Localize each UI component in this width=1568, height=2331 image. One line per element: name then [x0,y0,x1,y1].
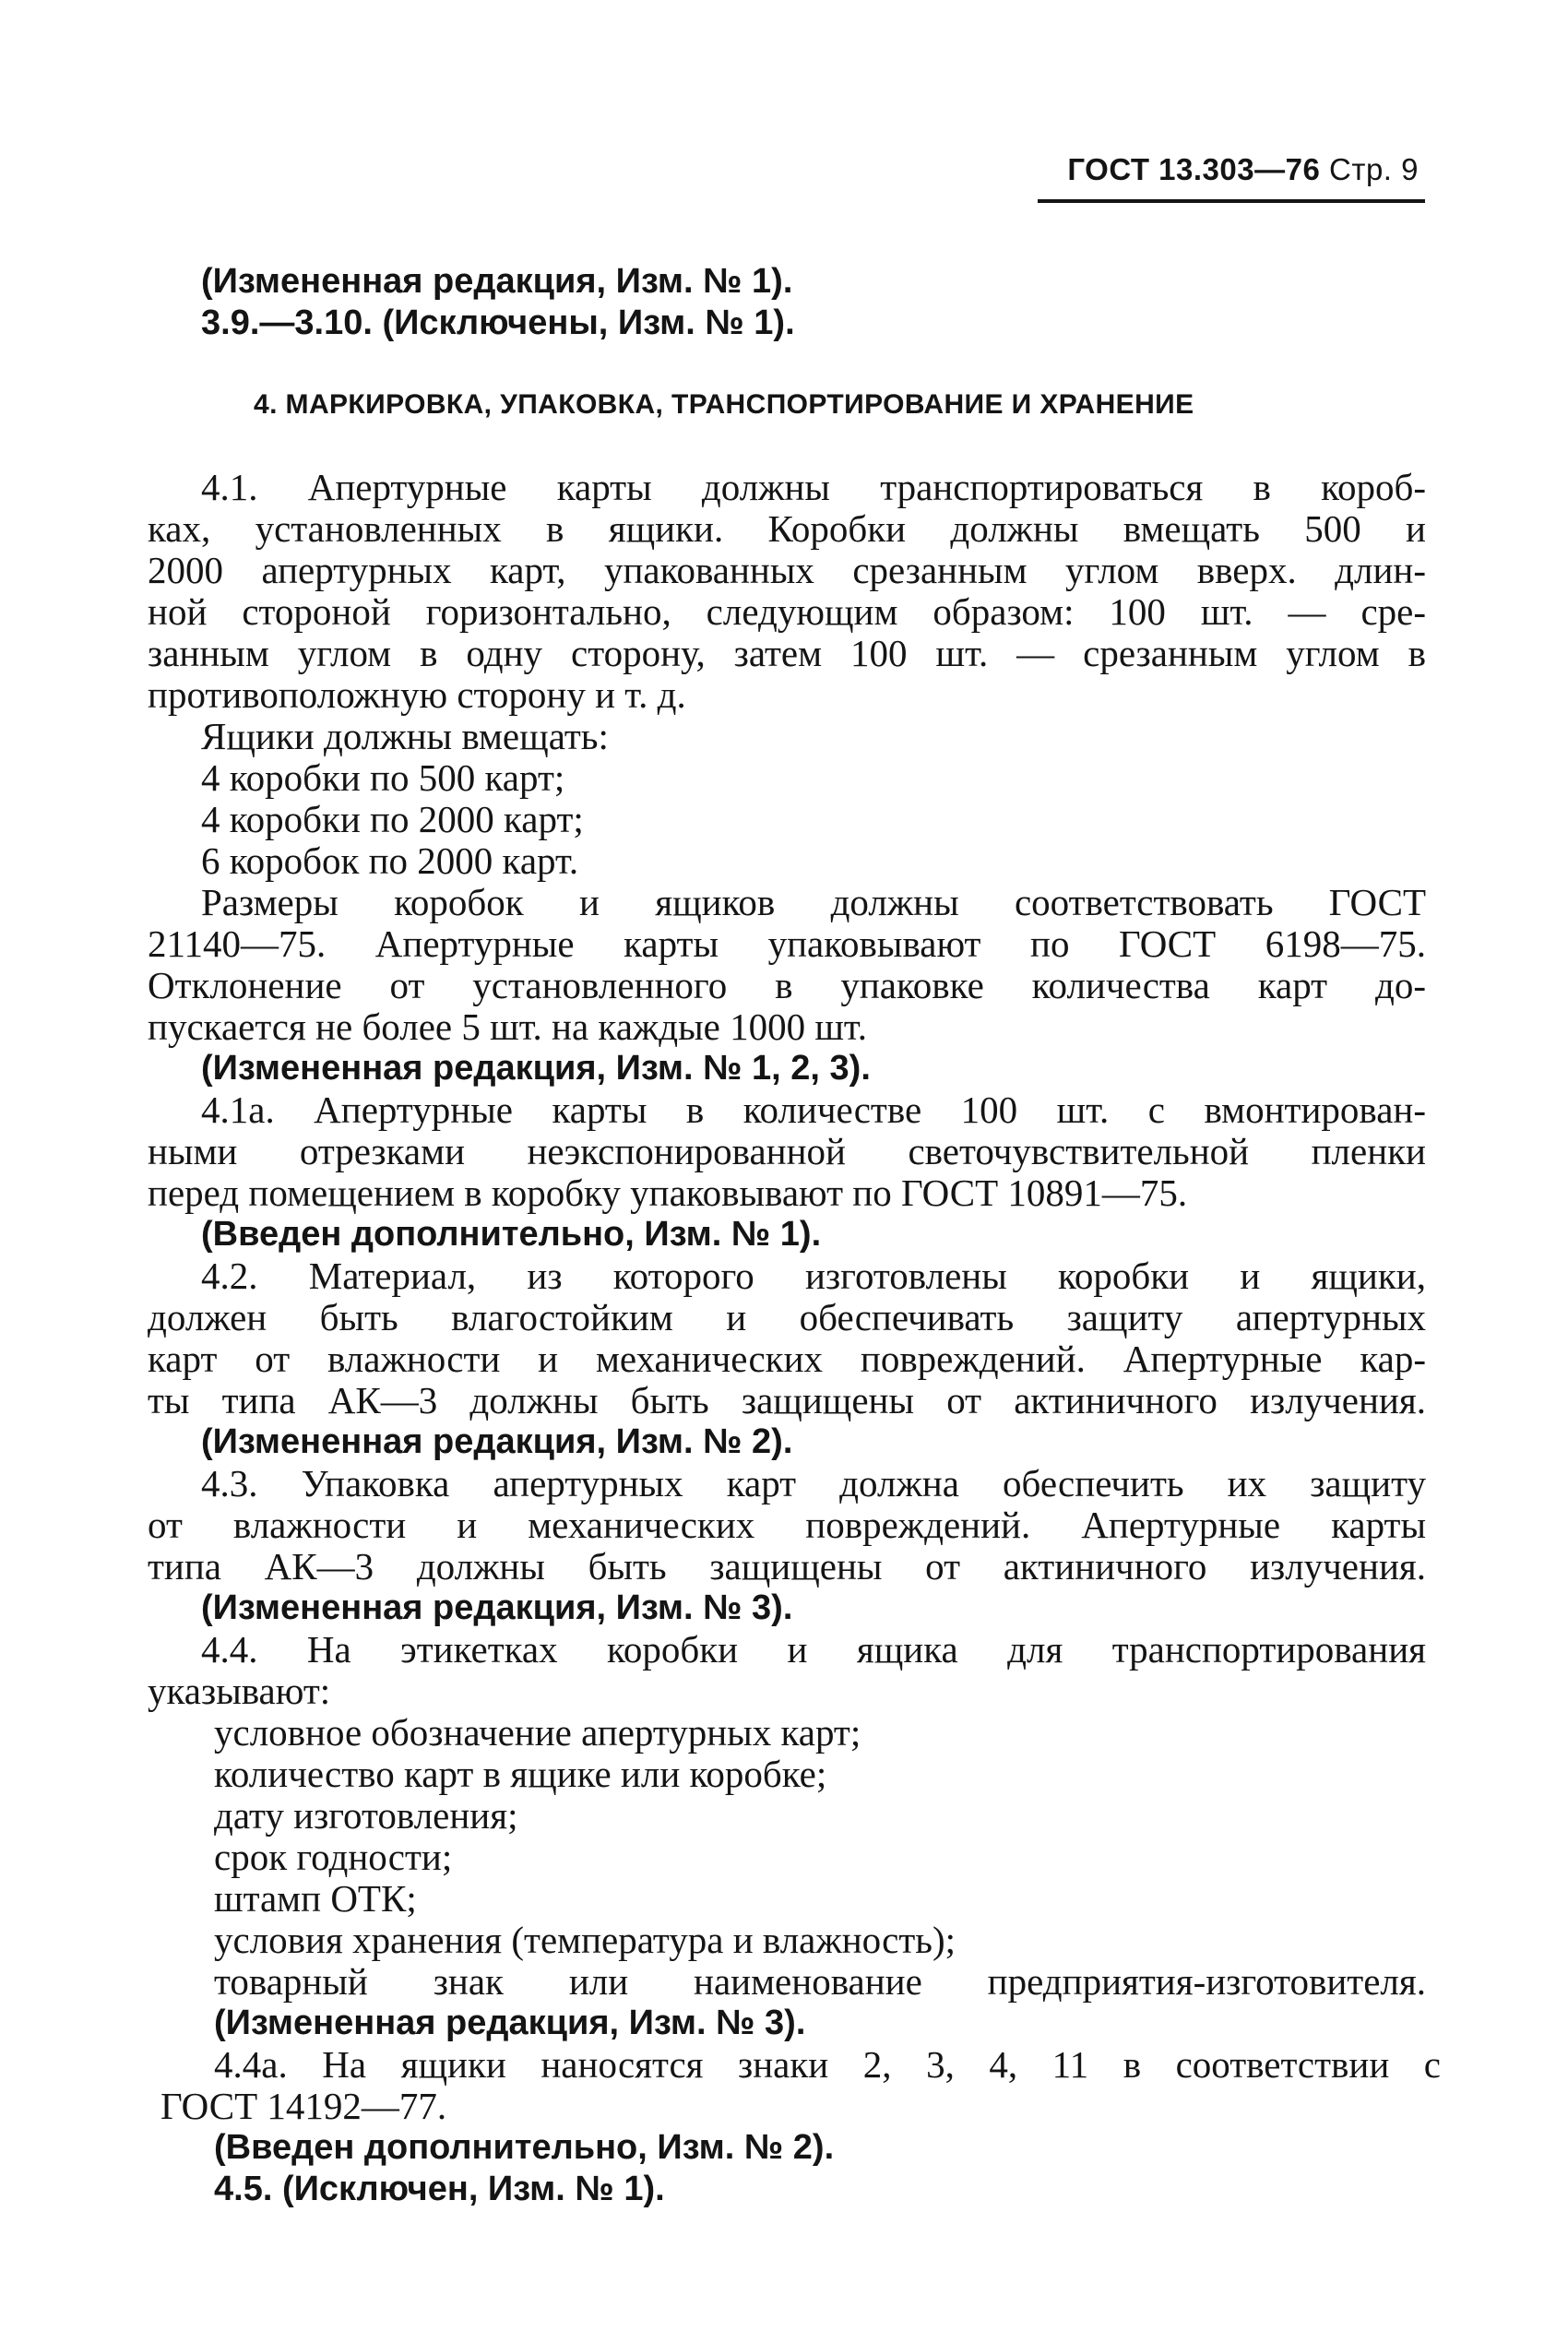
paragraph-line: ной стороной горизонтально, следующим образом: 100 шт. — сре- [148,590,1426,633]
paragraph-line: типа АК—3 должны быть защищены от актиничного излучения. [148,1545,1426,1588]
amendment-note: (Измененная редакция, Изм. № 1, 2, 3). [201,1049,871,1088]
paragraph-line: Ящики должны вмещать: [201,715,609,757]
amendment-note: (Измененная редакция, Изм. № 3). [201,1588,793,1627]
standard-code: ГОСТ 13.303—76 [1067,152,1321,186]
paragraph-line: Размеры коробок и ящиков должны соответствовать ГОСТ [201,881,1426,923]
amendment-note: (Введен дополнительно, Изм. № 1). [201,1215,822,1254]
amendment-note: (Измененная редакция, Изм. № 1). [201,262,793,301]
paragraph-line: ными отрезками неэкспонированной светочувствительной пленки [148,1130,1426,1172]
paragraph-line: карт от влажности и механических повреждений. Апертурные кар- [148,1338,1426,1380]
paragraph-line: занным углом в одну сторону, затем 100 шт. — срезанным углом в [148,632,1426,674]
paragraph-line: 4.1а. Апертурные карты в количестве 100 шт. с вмонтирован- [201,1088,1426,1131]
paragraph-line: ты типа АК—3 должны быть защищены от актиничного излучения. [148,1379,1426,1421]
amendment-note: (Введен дополнительно, Изм. № 2). [214,2128,835,2167]
amendment-note: (Измененная редакция, Изм. № 2). [201,1422,793,1461]
paragraph-line: 2000 апертурных карт, упакованных срезанным углом вверх. длин- [148,549,1426,591]
excluded-clause: 4.5. (Исключен, Изм. № 1). [214,2170,665,2208]
list-item: дату изготовления; [214,1794,518,1837]
paragraph-line: Отклонение от установленного в упаковке количества карт до- [148,964,1426,1006]
list-item: количество карт в ящике или коробке; [214,1753,827,1795]
paragraph-line: 4.1. Апертурные карты должны транспортироваться в короб- [201,466,1426,508]
amendment-note: (Измененная редакция, Изм. № 3). [214,2004,806,2042]
list-item: 4 коробки по 2000 карт; [201,798,584,840]
paragraph-line: должен быть влагостойким и обеспечивать защиту апертурных [148,1296,1426,1338]
header-rule [1038,199,1425,203]
paragraph-line: 4.4. На этикетках коробки и ящика для транспортирования [201,1628,1426,1671]
excluded-clauses: 3.9.—3.10. (Исключены, Изм. № 1). [201,303,795,342]
list-item: условия хранения (температура и влажность); [214,1919,956,1961]
list-item: условное обозначение апертурных карт; [214,1711,861,1754]
page-number: Стр. 9 [1329,152,1419,186]
paragraph-line: 4.4а. На ящики наносятся знаки 2, 3, 4, 11 в соответствии с [214,2043,1441,2086]
list-item: срок годности; [214,1836,453,1878]
paragraph-line: 21140—75. Апертурные карты упаковывают по ГОСТ 6198—75. [148,922,1426,965]
paragraph-line: 4.2. Материал, из которого изготовлены коробки и ящики, [201,1255,1426,1297]
paragraph-line: перед помещением в коробку упаковывают по ГОСТ 10891—75. [148,1171,1188,1214]
page-header [1067,152,1419,187]
list-item: товарный знак или наименование предприятия-изготовителя. [214,1960,1426,2003]
list-item: 4 коробки по 500 карт; [201,756,565,799]
paragraph-line: ГОСТ 14192—77. [160,2085,447,2127]
list-item: 6 коробок по 2000 карт. [201,839,579,882]
paragraph-line: от влажности и механических повреждений. Апертурные карты [148,1504,1426,1546]
paragraph-line: 4.3. Упаковка апертурных карт должна обеспечить их защиту [201,1462,1426,1504]
paragraph-line: противоположную сторону и т. д. [148,673,686,716]
paragraph-line: указывают: [148,1670,331,1712]
paragraph-line: ках, установленных в ящики. Коробки должны вмещать 500 и [148,507,1426,550]
section-title: 4. МАРКИРОВКА, УПАКОВКА, ТРАНСПОРТИРОВАНИЕ И ХРАНЕНИЕ [254,389,1194,420]
paragraph-line: пускается не более 5 шт. на каждые 1000 шт. [148,1005,868,1048]
list-item: штамп ОТК; [214,1877,417,1920]
